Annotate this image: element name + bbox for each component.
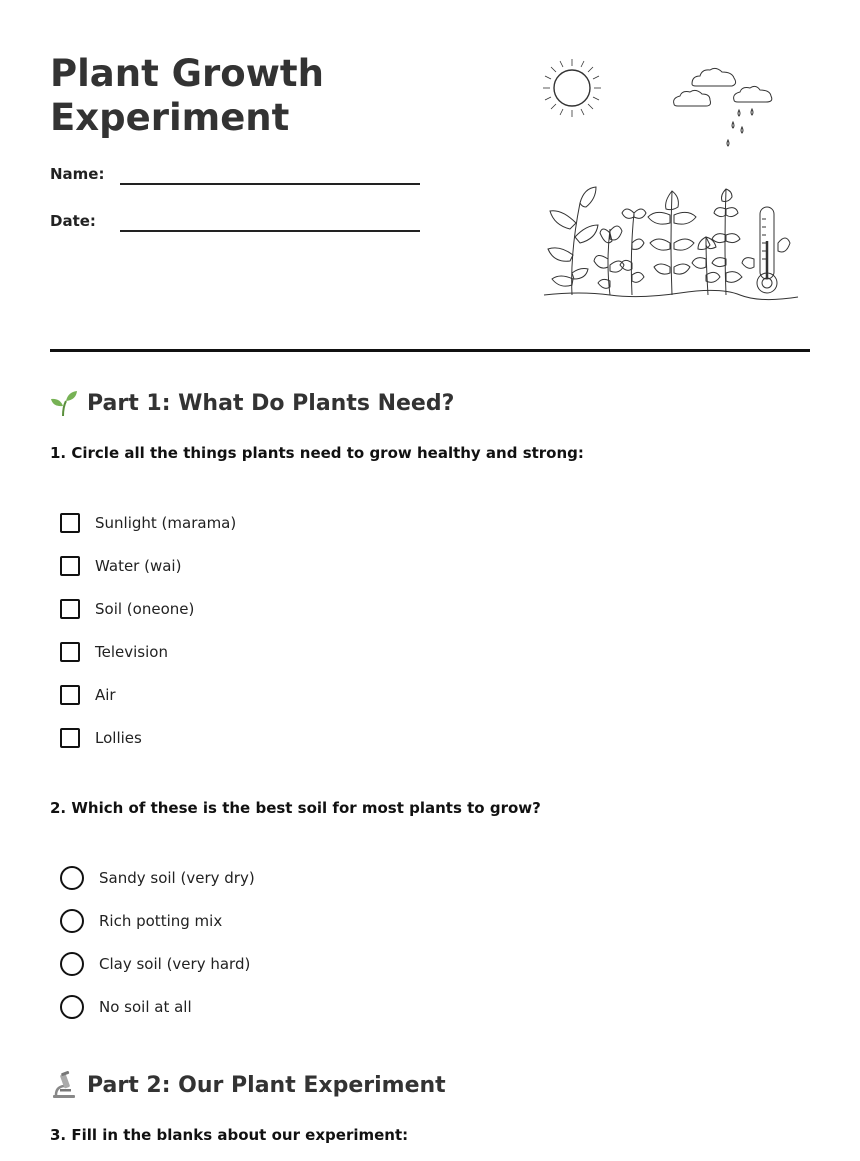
question-1: 1. Circle all the things plants need to grow healthy and strong: <box>50 444 584 462</box>
q1-option-label: Soil (oneone) <box>95 599 195 618</box>
checkbox[interactable] <box>60 556 80 576</box>
q1-options <box>60 501 236 759</box>
name-field[interactable] <box>50 165 420 195</box>
plant-3 <box>620 209 646 295</box>
microscope-icon <box>50 1071 78 1099</box>
q1-option[interactable] <box>60 587 236 630</box>
section-divider <box>50 349 810 352</box>
title-line-1: Plant Growth <box>50 52 324 95</box>
q2-option-label: Clay soil (very hard) <box>99 954 251 973</box>
q1-option[interactable] <box>60 501 236 544</box>
title-line-2: Experiment <box>50 96 290 139</box>
q1-option[interactable] <box>60 673 236 716</box>
q1-option-label: Air <box>95 685 116 704</box>
part1-heading <box>50 389 454 417</box>
page-title <box>50 52 380 140</box>
question-3: 3. Fill in the blanks about our experiment: <box>50 1126 409 1144</box>
q1-option-label: Television <box>95 642 168 661</box>
plant-1 <box>548 187 598 295</box>
q1-option[interactable] <box>60 544 236 587</box>
checkbox[interactable] <box>60 642 80 662</box>
plant-4 <box>648 191 696 295</box>
part2-heading-text: Part 2: Our Plant Experiment <box>87 1072 446 1098</box>
checkbox[interactable] <box>60 599 80 619</box>
part2-heading <box>50 1071 446 1099</box>
plant-2 <box>594 226 624 295</box>
checkbox[interactable] <box>60 513 80 533</box>
checkbox[interactable] <box>60 728 80 748</box>
q2-option-label: No soil at all <box>99 997 192 1016</box>
radio-button[interactable] <box>60 952 84 976</box>
name-input-line[interactable] <box>120 183 420 185</box>
radio-button[interactable] <box>60 909 84 933</box>
thermometer-icon <box>742 207 790 293</box>
q2-option[interactable] <box>60 942 255 985</box>
date-field[interactable] <box>50 212 420 242</box>
q1-option-label: Water (wai) <box>95 556 182 575</box>
radio-button[interactable] <box>60 866 84 890</box>
q2-options <box>60 856 255 1028</box>
rain-cloud-icon <box>670 64 776 150</box>
seedling-icon <box>50 389 78 417</box>
part1-heading-text: Part 1: What Do Plants Need? <box>87 390 455 416</box>
radio-button[interactable] <box>60 995 84 1019</box>
sun-icon <box>540 57 604 119</box>
name-label: Name: <box>50 165 105 183</box>
q1-option-label: Sunlight (marama) <box>95 513 237 532</box>
date-label: Date: <box>50 212 96 230</box>
q2-option[interactable] <box>60 899 255 942</box>
date-input-line[interactable] <box>120 230 420 232</box>
plant-6 <box>712 189 742 295</box>
q2-option[interactable] <box>60 856 255 899</box>
q1-option[interactable] <box>60 630 236 673</box>
q2-option-label: Sandy soil (very dry) <box>99 868 255 887</box>
checkbox[interactable] <box>60 685 80 705</box>
question-2: 2. Which of these is the best soil for most plants to grow? <box>50 799 541 817</box>
q2-option[interactable] <box>60 985 255 1028</box>
plants-row-icon <box>540 183 802 303</box>
q1-option-label: Lollies <box>95 728 142 747</box>
q1-option[interactable] <box>60 716 236 759</box>
q2-option-label: Rich potting mix <box>99 911 223 930</box>
